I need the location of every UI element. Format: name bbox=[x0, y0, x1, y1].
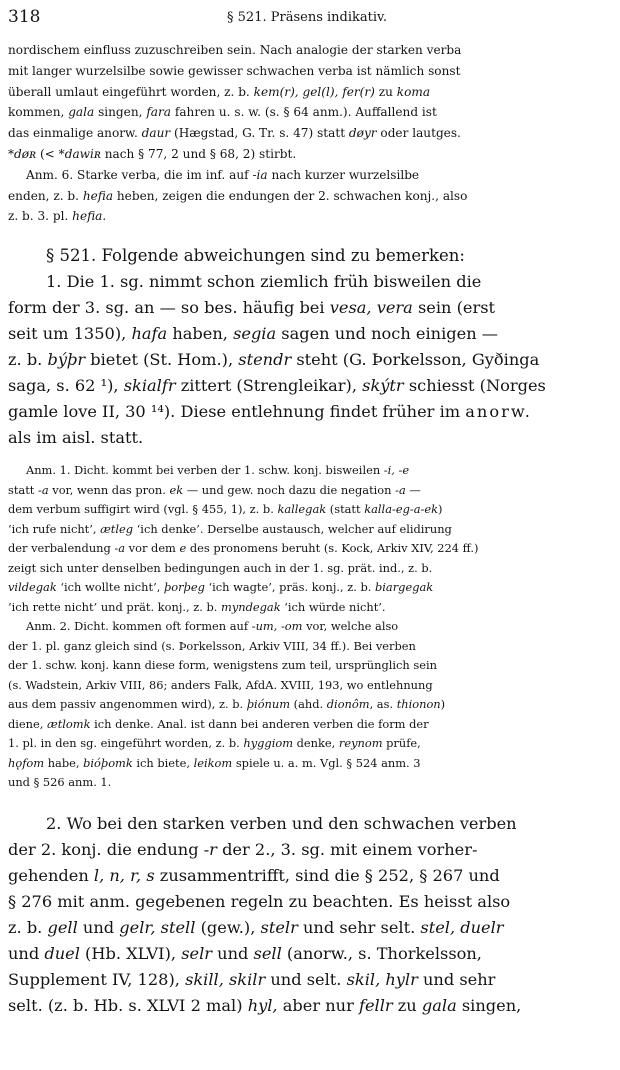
anmerkung-2: Anm. 2. Dicht. kommen oft formen auf -um, -om vor, welche also der 1. pl. ganz gleich sind (s. Þorkelsson, Arkiv VIII, 34 ff.). Bei verben der 1. schw. konj. kann diese form, wenigstens zum teil, ursprünglich sein (s. Wadstein, Arkiv VIII, 86; anders Falk, AfdA. XVIII, 193, wo entlehnung aus dem passiv angenommen wird), z. b. þiónum (ahd. dionôm, as. thionon) diene, ætlomk ich denke. Anal. ist dann bei anderen verben die form der 1. pl. in den sg. eingeführt worden, z. b. hyggiom denke, reynom prüfe, hǫfom habe, bióþomk ich biete, leikom spiele u. a. m. Vgl. § 524 anm. 3 und § 526 anm. 1. bbox=[8, 619, 446, 790]
paragraph-1: 1. Die 1. sg. nimmt schon ziemlich früh bisweilen die form der 3. sg. an — so bes. häufig bei vesa, vera sein (erst seit um 1350), hafa haben, segia sagen und noch einigen — z. b. býþr bietet (St. Hom.), stendr steht (G. Þorkelsson, Gyðinga saga, s. 62 ¹), skialfr zittert (Strengleikar), skýtr schiesst (Norges gamle love II, 30 ¹⁴). Diese entlehnung findet früher im anorw. als im aisl. statt. bbox=[8, 272, 546, 448]
book-page bbox=[8, 0, 606, 1019]
section-title: § 521. Folgende abweichungen sind zu bemerken: bbox=[46, 246, 465, 266]
page-number: 318 bbox=[8, 7, 41, 27]
anmerkung-1: Anm. 1. Dicht. kommt bei verben der 1. schw. konj. bisweilen -i, -e statt -a vor, wenn das pron. ek — und gew. noch dazu die negation -a — dem verbum suffigirt wird (vgl. § 455, 1), z. b. kallegak (statt kalla-eg-a-ek) ‘ich rufe nicht’, ætleg ‘ich denke’. Derselbe austausch, welcher auf elidirung der verbalendung -a vor dem e des pronomens beruht (s. Kock, Arkiv XIV, 224 ff.) zeigt sich unter denselben bedingungen auch in der 1. sg. prät. ind., z. b. vildegak ‘ich wollte nicht’, þorþeg ‘ich wagte’, präs. konj., z. b. biargegak ‘ich rette nicht’ und prät. konj., z. b. myndegak ‘ich würde nicht’. bbox=[8, 463, 479, 614]
paragraph-2: 2. Wo bei den starken verben und den schwachen verben der 2. konj. die endung -r der 2., 3. sg. mit einem vorher- gehenden l, n, r, s zusammentrifft, sind die § 252, § 267 und § 276 mit anm. gegebenen regeln zu beachten. Es heisst also z. b. gell und gelr, stell (gew.), stelr und sehr selt. stel, duelr und duel (Hb. XLVI), selr und sell (anorw., s. Thorkelsson, Supplement IV, 128), skill, skilr und selt. skil, hylr und sehr selt. (z. b. Hb. s. XLVI 2 mal) hyl, aber nur fellr zu gala singen, bbox=[8, 813, 522, 1015]
page-header bbox=[8, 0, 606, 40]
anmerkung-6: Anm. 6. Starke verba, die im inf. auf -ia nach kurzer wurzelsilbe enden, z. b. hefia heben, zeigen die endungen der 2. schwachen konj., also z. b. 3. pl. hefia. bbox=[8, 167, 468, 224]
intro-paragraph: nordischem einfluss zuzuschreiben sein. Nach analogie der starken verba mit langer wurzelsilbe sowie gewisser schwachen verba ist nämlich sonst überall umlaut eingeführt worden, z. b. kem(r), gel(l), fer(r) zu koma kommen, gala singen, fara fahren u. s. w. (s. § 64 anm.). Auffallend ist das einmalige anorw. daur (Hægstad, G. Tr. s. 47) statt døyr oder lautges. *døʀ (< *dawiʀ nach § 77, 2 und § 68, 2) stirbt. bbox=[8, 43, 462, 161]
running-head: § 521. Präsens indikativ. bbox=[227, 10, 387, 25]
